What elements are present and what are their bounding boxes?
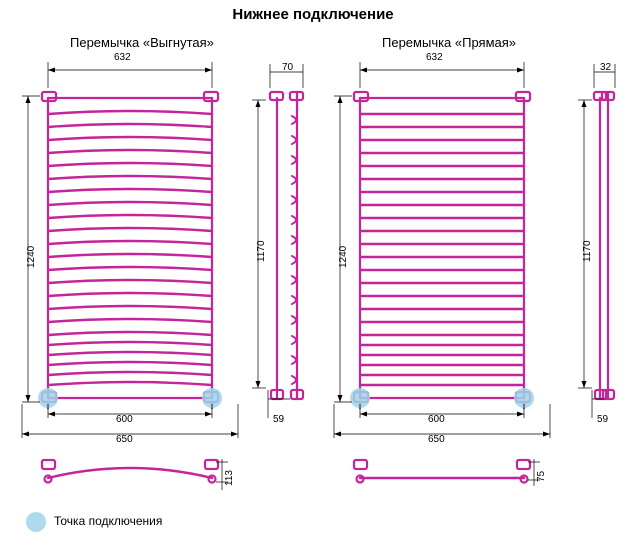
panel-subtitle-curved: Перемычка «Выгнутая» <box>70 35 214 50</box>
dim-foot-straight: 59 <box>597 414 609 425</box>
dim-side-height-curved: 1170 <box>256 240 267 262</box>
dim-height-straight: 1240 <box>338 245 349 268</box>
dim-width-top-curved: 632 <box>114 52 131 63</box>
dim-width-top-straight: 632 <box>426 52 443 63</box>
connection-points <box>26 388 534 532</box>
legend-marker <box>26 512 46 532</box>
dim-inner-width-straight: 600 <box>428 414 445 425</box>
legend-label: Точка подключения <box>54 514 163 528</box>
dim-outer-width-straight: 650 <box>428 434 445 445</box>
panel-subtitle-straight: Перемычка «Прямая» <box>382 35 517 50</box>
dim-bow-straight: 75 <box>536 470 547 482</box>
dim-bow-curved: 113 <box>224 470 235 486</box>
dim-foot-curved: 59 <box>273 414 285 425</box>
dim-outer-width-curved: 650 <box>116 434 133 445</box>
dim-height-curved: 1240 <box>26 245 37 268</box>
dim-side-height-straight: 1170 <box>582 240 593 262</box>
dim-depth-straight: 32 <box>600 62 612 73</box>
dim-depth-curved: 70 <box>282 62 294 73</box>
dim-inner-width-curved: 600 <box>116 414 133 425</box>
page-title: Нижнее подключение <box>232 6 394 23</box>
